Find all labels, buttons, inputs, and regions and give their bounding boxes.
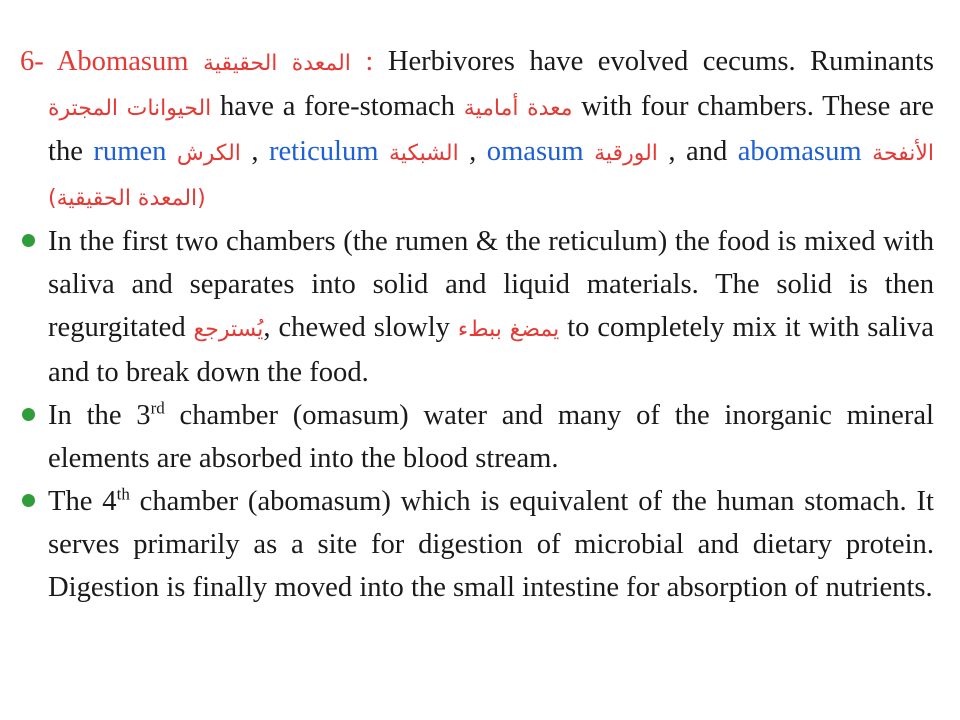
- heading-arabic-title: المعدة الحقيقية: [203, 51, 351, 76]
- separator-2: ,: [458, 136, 487, 167]
- heading-text-1: Herbivores have evolved cecums. Ruminants: [387, 46, 935, 77]
- arabic-regurgitated: يُسترجع: [193, 317, 264, 342]
- bullet-2-text-1: In the 3: [48, 400, 151, 431]
- ordinal-suffix: th: [116, 484, 130, 504]
- arabic-rumen: الكرش: [176, 141, 241, 166]
- bullet-3-text-2: chamber (abomasum) which is equivalent of the human stomach. It serves primarily as a site for digestion of microbial and dietary protein. Digestion is finally moved into the small intestine for absorption of nutrients.: [48, 486, 934, 603]
- arabic-ruminants: الحيوانات المجترة: [48, 96, 212, 121]
- bullet-item-2: [20, 394, 934, 480]
- bullet-1-text-1: In the first two chambers (the rumen & the reticulum) the food is mixed with saliva and separates into solid and liquid materials. The solid is then regurgitated: [48, 226, 934, 343]
- arabic-reticulum: الشبكية: [389, 141, 459, 166]
- bullet-1-text-2: , chewed slowly: [263, 312, 458, 343]
- bullet-3-text-1: The 4: [48, 486, 117, 517]
- arabic-forestomach: معدة أمامية: [463, 96, 573, 121]
- arabic-chewed-slowly: يمضغ ببطء: [457, 317, 560, 342]
- heading-paragraph: [20, 40, 934, 220]
- term-reticulum: reticulum: [268, 136, 390, 167]
- term-abomasum: abomasum: [737, 136, 873, 167]
- bullet-dot-icon: [22, 494, 35, 507]
- arabic-omasum: الورقية: [594, 141, 658, 166]
- heading-colon: :: [350, 46, 388, 77]
- ordinal-suffix: rd: [150, 398, 165, 418]
- bullet-item-1: [20, 220, 934, 394]
- term-omasum: omasum: [486, 136, 595, 167]
- bullet-item-3: [20, 480, 934, 609]
- bullet-dot-icon: [22, 408, 35, 421]
- bullet-dot-icon: [22, 234, 35, 247]
- bullet-2-text-2: chamber (omasum) water and many of the inorganic mineral elements are absorbed into the blood stream.: [48, 400, 934, 474]
- separator-1: ,: [240, 136, 269, 167]
- heading-text-3: with four chambers. These are the: [48, 91, 934, 167]
- bullet-1-text-3: to completely mix it with saliva and to break down the food.: [48, 312, 934, 388]
- separator-3: , and: [657, 136, 738, 167]
- term-rumen: rumen: [93, 136, 177, 167]
- arabic-abomasum: الأنفحة (المعدة الحقيقية): [48, 141, 934, 211]
- heading-number: 6- Abomasum: [20, 46, 204, 77]
- slide-content: [20, 40, 934, 609]
- heading-text-2: have a fore-stomach: [211, 91, 464, 122]
